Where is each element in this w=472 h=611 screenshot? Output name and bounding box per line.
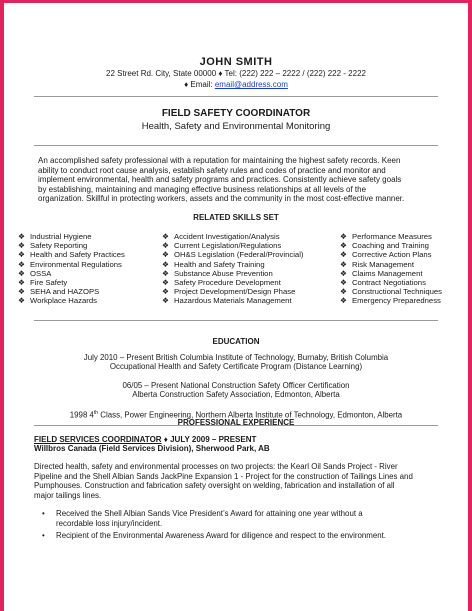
bullet-icon: ❖ xyxy=(340,296,347,306)
summary-line: An accomplished safety professional with a reputation for maintaining the highest safety records. Keen xyxy=(38,156,401,165)
job-dates: ♦ JULY 2009 – PRESENT xyxy=(161,435,257,444)
description-line: Pipeline and the Shell Albian Sands JackPine Expansion 1 - Project for the construction of Tailings Lines and xyxy=(34,471,413,481)
bullet-icon: ❖ xyxy=(340,250,347,260)
bullet-icon: • xyxy=(42,531,45,541)
bullet-icon: ❖ xyxy=(18,232,25,241)
list-item: ❖ Health and Safety Training xyxy=(162,259,265,269)
bullet-icon: ❖ xyxy=(340,287,347,297)
achievement-line: Recipient of the Environmental Awareness Award for diligence and respect to the environment. xyxy=(56,531,386,541)
list-item: ❖ Hazardous Materials Management xyxy=(162,296,292,306)
list-item: ❖ Project Development/Design Phase xyxy=(162,287,296,297)
bullet-icon: ❖ xyxy=(18,268,25,278)
bullet-icon: ❖ xyxy=(340,278,347,288)
list-item: ❖ Environmental Regulations xyxy=(18,259,122,269)
list-item: ❖ Corrective Action Plans xyxy=(340,250,432,260)
candidate-name: JOHN SMITH xyxy=(199,56,273,68)
achievement-line: recordable loss injury/incident. xyxy=(56,518,163,528)
list-item: ❖ Current Legislation/Regulations xyxy=(162,241,282,251)
list-item: ❖ Contract Negotiations xyxy=(340,278,426,288)
summary-line: ability to conduct root cause analysis, establish safety rules and codes of practice and monitor and xyxy=(38,165,386,175)
list-item: ❖ Safety Procedure Development xyxy=(162,278,281,288)
list-item: ❖ Coaching and Training xyxy=(340,241,429,251)
list-item: ❖ Safety Reporting xyxy=(18,241,88,251)
skills-heading: RELATED SKILLS SET xyxy=(193,213,279,222)
bullet-icon: • xyxy=(42,509,45,518)
contact-email-line xyxy=(34,80,438,89)
list-item: ❖ Claims Management xyxy=(340,268,423,278)
list-item: ❖ Workplace Hazards xyxy=(18,296,97,306)
bullet-icon: ❖ xyxy=(18,278,25,288)
job-description xyxy=(34,462,438,500)
list-item: ❖ Substance Abuse Prevention xyxy=(162,268,273,278)
bullet-icon: ❖ xyxy=(340,232,347,241)
achievements-list xyxy=(34,509,438,544)
bullet-icon: ❖ xyxy=(18,250,25,260)
list-item: ❖ Health and Safety Practices xyxy=(18,250,125,260)
list-item: ❖ Industrial Hygiene xyxy=(18,232,92,241)
summary-line: organization. Skillful in protecting workers, assets and the community in the most cost-effective manner. xyxy=(38,194,405,204)
education-line: Class, Power Engineering, Northern Alberta Institute of Technology, Edmonton, Alberta xyxy=(98,410,403,420)
education-line: 06/05 – Present National Construction Safety Officer Certification xyxy=(122,381,350,390)
divider xyxy=(34,96,438,97)
bullet-icon: ❖ xyxy=(162,268,169,278)
bullet-icon: ❖ xyxy=(340,268,347,278)
bullet-icon: ❖ xyxy=(18,287,25,297)
skills-column xyxy=(18,232,125,306)
bullet-icon: ❖ xyxy=(18,241,25,251)
bullet-icon: ❖ xyxy=(18,259,25,269)
bullet-icon: ❖ xyxy=(18,296,25,306)
position-subtitle: Health, Safety and Environmental Monitoring xyxy=(141,121,331,132)
bullet-icon: ❖ xyxy=(162,259,169,269)
position-title: FIELD SAFETY COORDINATOR xyxy=(161,108,311,119)
list-item: ❖ SEHA and HAZOPS xyxy=(18,287,100,297)
bullet-icon: ❖ xyxy=(340,259,347,269)
divider xyxy=(34,145,438,146)
summary-line: by establishing, maintaining and managing effective business relationships at all levels of the xyxy=(38,184,367,194)
company-name: Willbros Canada (Field Services Division), Sherwood Park, AB xyxy=(34,444,270,453)
achievement-line: Received the Shell Albian Sands Vice President’s Award for attaining one year without a xyxy=(56,509,363,518)
education-entry xyxy=(34,381,438,400)
job-title: FIELD SERVICES COORDINATOR xyxy=(34,435,162,444)
education-line: Alberta Construction Safety Association, Edmonton, Alberta xyxy=(132,390,340,400)
list-item: ❖ Risk Management xyxy=(340,259,414,269)
divider xyxy=(34,320,438,321)
list-item: ❖ Performance Measures xyxy=(340,232,432,241)
list-item: ❖ Constructional Techniques xyxy=(340,287,443,297)
professional-summary xyxy=(38,156,438,204)
list-item: ❖ OH&S Legislation (Federal/Provincial) xyxy=(162,250,304,260)
education-line: July 2010 – Present British Columbia Institute of Technology, Burnaby, British Columbia xyxy=(83,353,389,362)
bullet-icon: ❖ xyxy=(162,241,169,251)
education-heading: EDUCATION xyxy=(212,337,260,346)
list-item: ❖ OSSA xyxy=(18,268,52,278)
email-label: ♦ Email: xyxy=(184,80,215,89)
bullet-icon: ❖ xyxy=(162,296,169,306)
education-line: Occupational Health and Safety Certificate Program (Distance Learning) xyxy=(109,362,363,372)
list-item xyxy=(34,531,438,541)
skills-column xyxy=(162,232,303,306)
description-line: Pumphouses. Construction and fabrication safety oversight on welding, fabrication and installation of all xyxy=(34,481,395,491)
education-entry xyxy=(34,353,438,372)
experience-heading: PROFESSIONAL EXPERIENCE xyxy=(177,418,295,427)
contact-address: 22 Street Rd. City, State 00000 ♦ Tel: (222) 222 – 2222 / (222) 222 - 2222 xyxy=(106,69,366,78)
job-header xyxy=(34,435,256,444)
list-item: ❖ Fire Safety xyxy=(18,278,68,288)
list-item: ❖ Emergency Preparedness xyxy=(340,296,441,306)
description-line: Directed health, safety and environmental processes on two projects: the Kearl Oil Sands Project - River xyxy=(34,462,398,471)
skills-column xyxy=(340,232,442,306)
bullet-icon: ❖ xyxy=(162,287,169,297)
summary-line: implement environmental, health and safety programs and practices. Consistently achieve safety goals xyxy=(38,175,402,185)
education-line: 1998 4 xyxy=(69,410,94,420)
list-item xyxy=(34,509,438,528)
ordinal-suffix: th xyxy=(93,410,99,416)
list-item: ❖ Accident Investigation/Analysis xyxy=(162,232,280,241)
bullet-icon: ❖ xyxy=(162,250,169,260)
email-link[interactable]: email@address.com xyxy=(214,80,288,89)
description-line: major tailings lines. xyxy=(34,490,102,500)
bullet-icon: ❖ xyxy=(162,278,169,288)
bullet-icon: ❖ xyxy=(340,241,347,251)
bullet-icon: ❖ xyxy=(162,232,169,241)
